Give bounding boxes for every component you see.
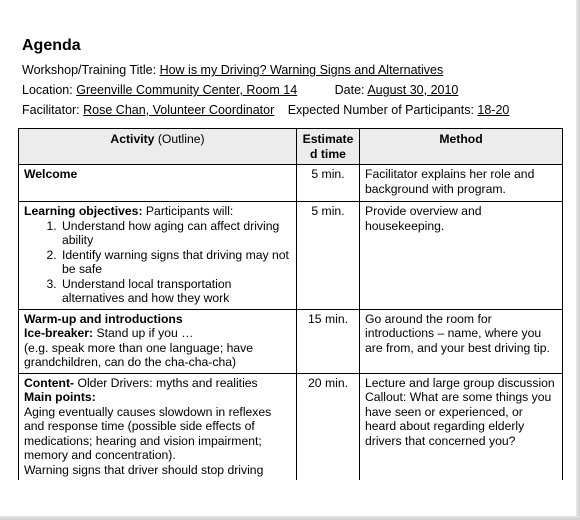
activity-cell: [19, 165, 297, 202]
workshop-label: Workshop/Training Title:: [22, 63, 157, 77]
list-item: 3. Understand local transportation alternatives and how they work: [60, 277, 291, 306]
activity-title: Warm-up and introductions: [24, 311, 183, 326]
method-callout: Callout: What are some things you have seen or experienced, or heard about regarding elderly drivers that concerned you?: [365, 390, 552, 448]
activity-title-rest: Older Drivers: myths and realities: [77, 375, 258, 390]
participants-label: Expected Number of Participants:: [287, 103, 474, 117]
main-points-label: Main points:: [24, 390, 96, 404]
activity-title: Welcome: [24, 167, 78, 181]
activity-cell: [19, 309, 297, 373]
header-estimate-line1: Estimate: [302, 132, 354, 146]
facilitator-line: [22, 102, 509, 118]
table-row: [19, 202, 563, 310]
time-cell: 5 min.: [297, 165, 360, 202]
method-cell: Provide overview and housekeeping.: [360, 202, 563, 310]
workshop-line: [22, 62, 443, 78]
list-item: 2. Identify warning signs that driving may not be safe: [60, 248, 291, 277]
date-label: Date:: [334, 83, 365, 97]
table-row: [19, 309, 563, 373]
time-cell: 5 min.: [297, 202, 360, 310]
method-cell: Facilitator explains her role and background with program.: [360, 165, 563, 202]
participants-value: 18-20: [477, 103, 510, 117]
location-value: Greenville Community Center, Room 14: [76, 83, 298, 97]
method-cell: Go around the room for introductions – name, where you are from, and your best driving tip.: [360, 309, 563, 373]
time-cell: 20 min.: [297, 373, 360, 480]
table-row: [19, 165, 563, 202]
location-line: [22, 82, 458, 98]
activity-intro: Participants will:: [145, 204, 234, 218]
facilitator-label: Facilitator:: [22, 103, 80, 117]
method-cell: [360, 373, 563, 480]
header-activity: [19, 129, 297, 165]
header-activity-note: (Outline): [157, 132, 205, 146]
agenda-table: [18, 128, 563, 480]
page-shadow-bottom: [0, 516, 580, 520]
page-shadow-right: [576, 0, 580, 520]
icebreaker-example: (e.g. speak more than one language; have grandchildren, can do the cha-cha-cha): [24, 340, 254, 369]
main-point: Warning signs that driver should stop driving: [24, 462, 264, 477]
location-label: Location:: [22, 83, 73, 97]
time-cell: 15 min.: [297, 309, 360, 373]
facilitator-value: Rose Chan, Volunteer Coordinator: [83, 103, 275, 117]
icebreaker-text: Stand up if you …: [96, 326, 194, 340]
date-value: August 30, 2010: [367, 83, 459, 97]
page-title: Agenda: [22, 37, 81, 54]
content-title-line: [24, 376, 291, 391]
main-point: Aging eventually causes slowdown in reflexes and response time (possible side effects of medications; hearing and vision impairment; memory and concentration).: [24, 404, 272, 462]
header-estimated-time: [297, 129, 360, 165]
icebreaker-label: Ice-breaker:: [24, 326, 94, 340]
header-estimate-line2: d time: [310, 146, 346, 161]
header-method: Method: [360, 129, 563, 165]
workshop-value: How is my Driving? Warning Signs and Alternatives: [159, 63, 444, 77]
header-activity-label: Activity: [110, 132, 155, 146]
activity-cell: [19, 202, 297, 310]
activity-title: Learning objectives:: [24, 204, 143, 218]
objectives-list: [24, 219, 291, 306]
table-row: [19, 373, 563, 480]
list-item: 1. Understand how aging can affect driving ability: [60, 219, 291, 248]
icebreaker-line: [24, 326, 291, 341]
activity-cell: [19, 373, 297, 480]
method-text: Lecture and large group discussion: [365, 375, 555, 390]
table-header-row: [19, 129, 563, 165]
activity-title: Content-: [24, 375, 75, 390]
